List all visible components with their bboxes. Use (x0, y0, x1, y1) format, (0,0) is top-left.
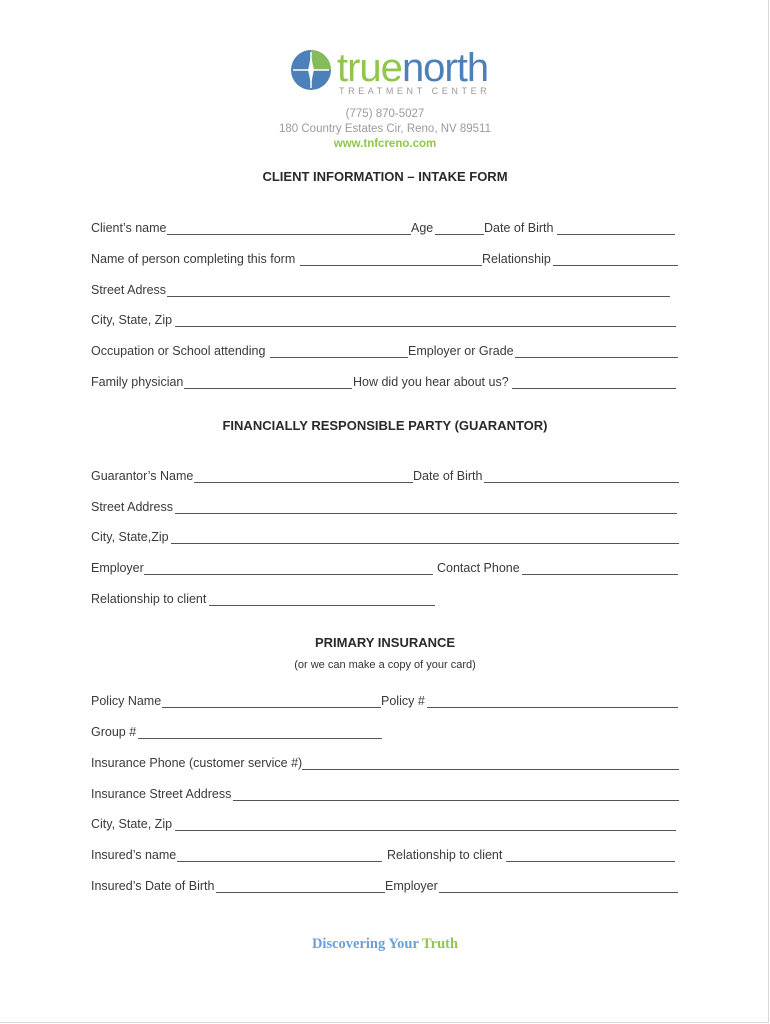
age-label: Age (411, 221, 434, 235)
insurance-phone-row (91, 756, 681, 772)
guarantor-city-label: City, State,Zip (91, 530, 169, 544)
insurance-street-label: Insurance Street Address (91, 787, 232, 801)
policy-number-field[interactable] (427, 707, 678, 708)
employer-grade-field[interactable] (515, 357, 678, 358)
occupation-field[interactable] (270, 357, 408, 358)
client-name-row (91, 221, 681, 237)
insured-dob-field[interactable] (216, 892, 385, 893)
age-field[interactable] (435, 234, 484, 235)
insurance-phone-label: Insurance Phone (customer service #) (91, 756, 303, 770)
tagline-part-1: Discovering Your (311, 936, 419, 952)
client-name-field[interactable] (167, 234, 411, 235)
group-row (91, 725, 681, 741)
relationship-client-row (91, 592, 681, 608)
employer-grade-label: Employer or Grade (408, 344, 514, 358)
city-field[interactable] (175, 326, 676, 327)
insurance-phone-field[interactable] (302, 769, 679, 770)
guarantor-section-title: FINANCIALLY RESPONSIBLE PARTY (GUARANTOR) (222, 418, 548, 433)
insured-employer-field[interactable] (439, 892, 678, 893)
guarantor-name-field[interactable] (194, 482, 413, 483)
policy-name-field[interactable] (162, 707, 381, 708)
insurance-street-row (91, 787, 681, 803)
relationship-client-label: Relationship to client (91, 592, 207, 606)
client-name-label: Client’s name (91, 221, 167, 235)
street-address: 180 Country Estates Cir, Reno, NV 89511 (278, 123, 491, 135)
group-number-field[interactable] (138, 738, 382, 739)
referral-field[interactable] (512, 388, 676, 389)
guarantor-dob-label: Date of Birth (413, 469, 483, 483)
relationship-field[interactable] (553, 265, 678, 266)
group-number-label: Group # (91, 725, 137, 739)
street-label: Street Adress (91, 283, 167, 297)
completer-field[interactable] (300, 265, 482, 266)
guarantor-street-row (91, 500, 681, 516)
footer-tagline (0, 936, 770, 953)
relationship-label: Relationship (482, 252, 551, 266)
logo (289, 44, 489, 104)
street-row (91, 283, 681, 299)
insured-name-label: Insured’s name (91, 848, 177, 862)
insured-name-row (91, 848, 681, 864)
insured-relationship-label: Relationship to client (387, 848, 503, 862)
policy-number-label: Policy # (381, 694, 425, 708)
guarantor-street-field[interactable] (175, 513, 677, 514)
guarantor-city-row (91, 530, 681, 546)
phone-number: (775) 870-5027 (345, 108, 425, 120)
contact-phone-label: Contact Phone (437, 561, 520, 575)
dob-label: Date of Birth (484, 221, 554, 235)
relationship-client-field[interactable] (209, 605, 435, 606)
city-row (91, 313, 681, 329)
physician-field[interactable] (184, 388, 352, 389)
guarantor-city-field[interactable] (171, 543, 679, 544)
policy-name-label: Policy Name (91, 694, 162, 708)
street-field[interactable] (167, 296, 670, 297)
policy-row (91, 694, 681, 710)
completer-row (91, 252, 681, 268)
occupation-label: Occupation or School attending (91, 344, 266, 358)
insurance-street-field[interactable] (233, 800, 679, 801)
employer-row (91, 561, 681, 577)
dob-field[interactable] (557, 234, 675, 235)
insured-dob-label: Insured’s Date of Birth (91, 879, 215, 893)
client-section-title: CLIENT INFORMATION – INTAKE FORM (262, 169, 508, 184)
insurance-city-row (91, 817, 681, 833)
occupation-row (91, 344, 681, 360)
guarantor-dob-field[interactable] (484, 482, 679, 483)
physician-row (91, 375, 681, 391)
insured-dob-row (91, 879, 681, 895)
referral-label: How did you hear about us? (353, 375, 509, 389)
insured-employer-label: Employer (385, 879, 438, 893)
insured-relationship-field[interactable] (506, 861, 675, 862)
compass-logo-icon (289, 48, 333, 92)
employer-label: Employer (91, 561, 144, 575)
insurance-section-title: PRIMARY INSURANCE (314, 635, 456, 650)
insured-name-field[interactable] (177, 861, 382, 862)
employer-field[interactable] (144, 574, 433, 575)
logo-subtitle: TREATMENT CENTER (339, 86, 491, 96)
city-label: City, State, Zip (91, 313, 173, 327)
contact-phone-field[interactable] (522, 574, 678, 575)
guarantor-name-row (91, 469, 681, 485)
completer-label: Name of person completing this form (91, 252, 296, 266)
insurance-city-field[interactable] (175, 830, 676, 831)
guarantor-street-label: Street Address (91, 500, 173, 514)
logo-wordmark: truenorth (337, 46, 489, 90)
insurance-note: (or we can make a copy of your card) (294, 659, 476, 671)
website-link[interactable]: www.tnfcreno.com (333, 138, 437, 150)
tagline-part-2: Truth (422, 936, 459, 952)
guarantor-name-label: Guarantor’s Name (91, 469, 194, 483)
insurance-city-label: City, State, Zip (91, 817, 173, 831)
physician-label: Family physician (91, 375, 184, 389)
